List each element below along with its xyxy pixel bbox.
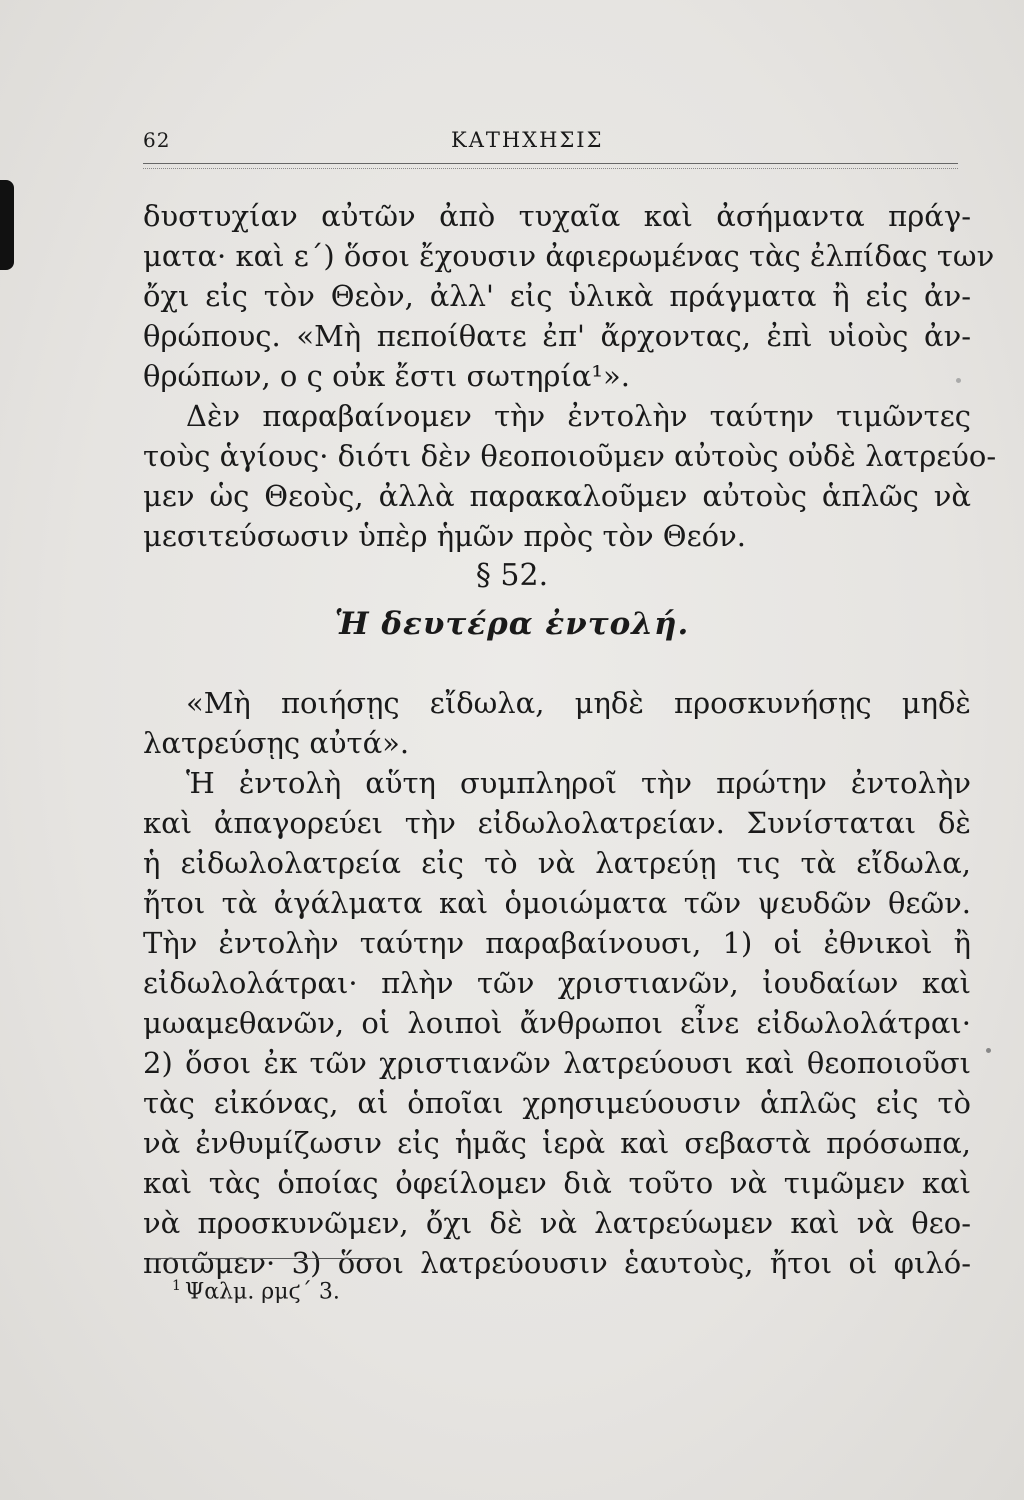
paper-speck (956, 378, 961, 383)
header-rule (143, 163, 958, 169)
text-line: θρώπους. «Μὴ πεποίθατε ἐπ' ἄρχοντας, ἐπὶ υἱοὺς ἀν- (143, 319, 971, 353)
paragraph-first-line: Δὲν παραβαίνομεν τὴν ἐντολὴν ταύτην τιμῶντες (186, 399, 971, 433)
text-line: νὰ προσκυνῶμεν, ὄχι δὲ νὰ λατρεύωμεν καὶ νὰ θεο- (143, 1206, 971, 1240)
paragraph-first-line: «Μὴ ποιήσῃς εἴδωλα, μηδὲ προσκυνήσῃς μηδὲ (186, 686, 971, 720)
text-line: ματα· καὶ ε΄) ὅσοι ἔχουσιν ἀφιερωμένας τὰς ἐλπίδας των (143, 239, 995, 273)
text-line: εἰδωλολάτραι· πλὴν τῶν χριστιανῶν, ἰουδαίων καὶ (143, 966, 971, 1000)
text-line: νὰ ἐνθυμίζωσιν εἰς ἡμᾶς ἱερὰ καὶ σεβαστὰ πρόσωπα, (143, 1126, 971, 1160)
text-line: μωαμεθανῶν, οἱ λοιποὶ ἄνθρωποι εἶνε εἰδωλολάτραι· (143, 1006, 971, 1040)
footnote-text: Ψαλμ. ρμϛ΄ 3. (184, 1279, 340, 1305)
section-title: Ἡ δευτέρα ἐντολή. (334, 606, 690, 642)
binding-shadow (0, 180, 14, 270)
text-line: τοὺς ἁγίους· διότι δὲν θεοποιοῦμεν αὐτοὺς οὐδὲ λατρεύο- (143, 439, 997, 473)
text-line: μεν ὡς Θεοὺς, ἀλλὰ παρακαλοῦμεν αὐτοὺς ἁπλῶς νὰ (143, 479, 971, 513)
footnote (172, 1278, 340, 1304)
footnote-mark: 1 (172, 1278, 181, 1294)
paragraph-first-line: Ἡ ἐντολὴ αὕτη συμπληροῖ τὴν πρώτην ἐντολὴν (186, 766, 971, 800)
page-number: 62 (143, 128, 171, 152)
section-number: § 52. (475, 558, 549, 593)
paper-speck (986, 1048, 991, 1053)
text-line: λατρεύσῃς αὐτά». (143, 726, 410, 760)
text-line: ἡ εἰδωλολατρεία εἰς τὸ νὰ λατρεύῃ τις τὰ εἴδωλα, (143, 846, 971, 880)
text-line: θρώπων, ο ς οὐκ ἔστι σωτηρία¹». (143, 359, 630, 393)
running-title: ΚΑΤΗΧΗΣΙΣ (451, 128, 604, 152)
text-line: 2) ὅσοι ἐκ τῶν χριστιανῶν λατρεύουσι καὶ θεοποιοῦσι (143, 1046, 971, 1080)
text-line: καὶ τὰς ὁποίας ὀφείλομεν διὰ τοῦτο νὰ τιμῶμεν καὶ (143, 1166, 971, 1200)
page-header (143, 128, 963, 158)
footnote-rule (150, 1258, 388, 1259)
text-line: τὰς εἰκόνας, αἱ ὁποῖαι χρησιμεύουσιν ἁπλῶς εἰς τὸ (143, 1086, 971, 1120)
text-line: ὄχι εἰς τὸν Θεὸν, ἀλλ' εἰς ὑλικὰ πράγματα ἢ εἰς ἀν- (143, 279, 971, 313)
text-line: ποιῶμεν· 3) ὅσοι λατρεύουσιν ἑαυτοὺς, ἤτοι οἱ φιλό- (143, 1246, 971, 1280)
text-line: καὶ ἀπαγορεύει τὴν εἰδωλολατρείαν. Συνίσταται δὲ (143, 806, 971, 840)
text-line: ἤτοι τὰ ἀγάλματα καὶ ὁμοιώματα τῶν ψευδῶν θεῶν. (143, 886, 971, 920)
text-line: δυστυχίαν αὐτῶν ἀπὸ τυχαῖα καὶ ἀσήμαντα πράγ- (143, 199, 971, 233)
text-line: Τὴν ἐντολὴν ταύτην παραβαίνουσι, 1) οἱ ἐθνικοὶ ἢ (143, 926, 971, 960)
text-line: μεσιτεύσωσιν ὑπὲρ ἡμῶν πρὸς τὸν Θεόν. (143, 519, 746, 553)
